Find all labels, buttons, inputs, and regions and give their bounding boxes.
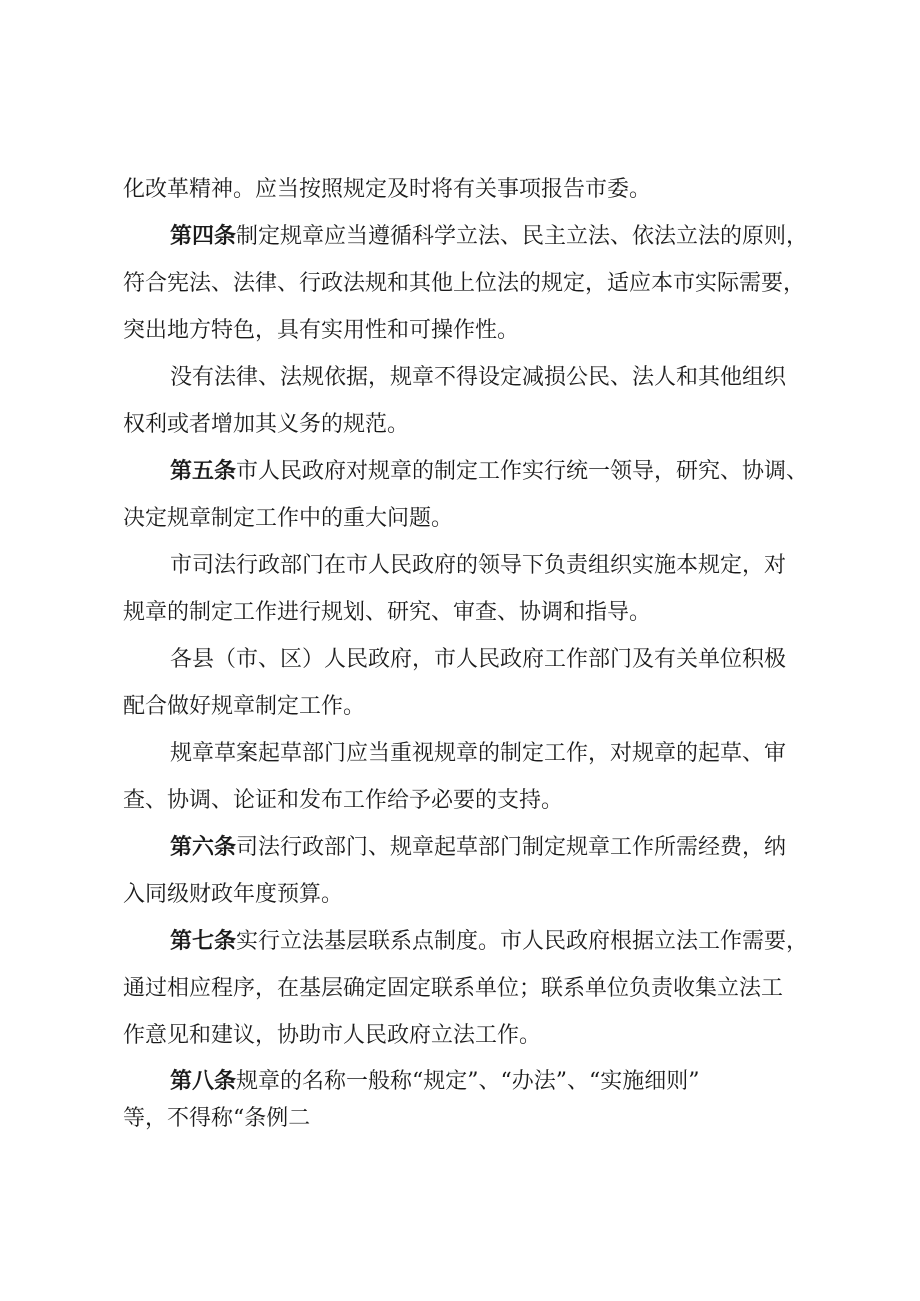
body-text: 规章的名称一般称“规定”、“办法”、“实施细则” [236, 1069, 700, 1094]
paragraph-line [0, 549, 920, 583]
paragraph-line [0, 314, 920, 348]
body-text: 市人民政府对规章的制定工作实行统一领导，研究、协调、 [236, 459, 809, 484]
paragraph-line [0, 1102, 920, 1136]
paragraph-line [0, 361, 920, 395]
body-text: 规章的制定工作进行规划、研究、审查、协调和指导。 [123, 600, 652, 625]
body-text: 市司法行政部门在市人民政府的领导下负责组织实施本规定，对 [170, 553, 787, 578]
paragraph-line [0, 502, 920, 536]
paragraph-line [0, 1019, 920, 1053]
article-number: 第七条 [170, 929, 237, 954]
body-text: 各县（市、区）人民政府，市人民政府工作部门及有关单位积极 [170, 647, 787, 672]
paragraph-line [0, 737, 920, 771]
paragraph-line [0, 690, 920, 724]
article-8-heading-line [0, 1065, 920, 1099]
article-4-heading-line [0, 220, 920, 254]
article-number: 第八条 [170, 1069, 237, 1094]
body-text: 符合宪法、法律、行政法规和其他上位法的规定，适应本市实际需要， [123, 271, 806, 296]
body-text: 化改革精神。应当按照规定及时将有关事项报告市委。 [123, 177, 652, 202]
paragraph-line [0, 878, 920, 912]
article-number: 第六条 [170, 835, 237, 860]
body-text: 权利或者增加其义务的规范。 [123, 412, 410, 437]
body-text: 通过相应程序，在基层确定固定联系单位；联系单位负责收集立法工 [123, 976, 784, 1001]
body-text: 实行立法基层联系点制度。市人民政府根据立法工作需要， [236, 929, 809, 954]
body-text: 入同级财政年度预算。 [123, 882, 344, 907]
body-text: 没有法律、法规依据，规章不得设定减损公民、法人和其他组织 [170, 365, 787, 390]
body-text: 决定规章制定工作中的重大问题。 [123, 506, 454, 531]
paragraph-line [0, 173, 920, 207]
paragraph-line [0, 784, 920, 818]
body-text: 查、协调、论证和发布工作给予必要的支持。 [123, 788, 564, 813]
article-number: 第五条 [170, 459, 237, 484]
body-text: 等，不得称“条例二 [123, 1106, 311, 1131]
paragraph-line [0, 972, 920, 1006]
body-text: 制定规章应当遵循科学立法、民主立法、依法立法的原则， [236, 224, 809, 249]
article-6-heading-line [0, 831, 920, 865]
body-text: 规章草案起草部门应当重视规章的制定工作，对规章的起草、审 [170, 741, 787, 766]
body-text: 司法行政部门、规章起草部门制定规章工作所需经费，纳 [236, 835, 787, 860]
body-text: 配合做好规章制定工作。 [123, 694, 366, 719]
body-text: 作意见和建议，协助市人民政府立法工作。 [123, 1023, 542, 1048]
paragraph-line [0, 408, 920, 442]
paragraph-line [0, 596, 920, 630]
body-text: 突出地方特色，具有实用性和可操作性。 [123, 318, 520, 343]
paragraph-line [0, 643, 920, 677]
article-7-heading-line [0, 925, 920, 959]
article-number: 第四条 [170, 224, 237, 249]
paragraph-line [0, 267, 920, 301]
article-5-heading-line [0, 455, 920, 489]
